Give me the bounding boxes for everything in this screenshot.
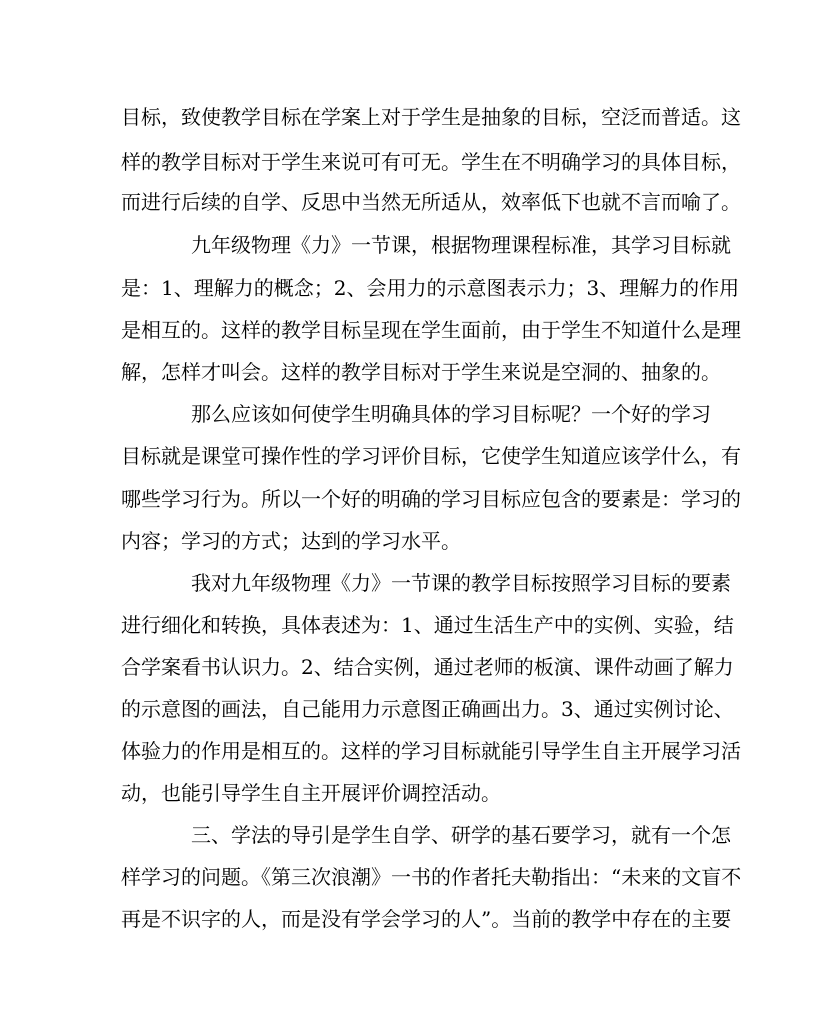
paragraph-first-line: 九年级物理《力》一节课，根据物理课程标准，其学习目标就 — [191, 233, 731, 257]
text-line: 内容；学习的方式；达到的学习水平。 — [121, 529, 461, 553]
text-line: 是相互的。这样的教学目标呈现在学生面前，由于学生不知道什么是理 — [121, 318, 741, 342]
paragraph-first-line: 三、学法的导引是学生自学、研学的基石要学习，就有一个怎 — [191, 823, 731, 847]
paragraph-first-line: 那么应该如何使学生明确具体的学习目标呢？一个好的学习 — [191, 402, 711, 426]
text-line: 合学案看书认识力。2、结合实例，通过老师的板演、课件动画了解力 — [121, 655, 734, 679]
text-line: 进行细化和转换，具体表述为：1、通过生活生产中的实例、实验，结 — [121, 613, 734, 637]
text-line: 目标就是课堂可操作性的学习评价目标，它使学生知道应该学什么，有 — [121, 444, 741, 468]
text-line: 而进行后续的自学、反思中当然无所适从，效率低下也就不言而喻了。 — [121, 190, 741, 214]
text-line: 样学习的问题。《第三次浪潮》一书的作者托夫勒指出：“未来的文盲不 — [121, 865, 742, 889]
text-line: 的示意图的画法，自己能用力示意图正确画出力。3、通过实例讨论、 — [121, 697, 734, 721]
text-line: 解，怎样才叫会。这样的教学目标对于学生来说是空洞的、抽象的。 — [121, 360, 721, 384]
paragraph-first-line: 我对九年级物理《力》一节课的教学目标按照学习目标的要素 — [191, 571, 731, 595]
text-line: 样的教学目标对于学生来说可有可无。学生在不明确学习的具体目标， — [121, 150, 741, 174]
text-line: 动，也能引导学生自主开展评价调控活动。 — [121, 781, 501, 805]
text-line: 目标，致使教学目标在学案上对于学生是抽象的目标，空泛而普适。这 — [121, 105, 741, 129]
text-line: 哪些学习行为。所以一个好的明确的学习目标应包含的要素是：学习的 — [121, 487, 741, 511]
text-line: 体验力的作用是相互的。这样的学习目标就能引导学生自主开展学习活 — [121, 739, 741, 763]
text-line: 再是不识字的人，而是没有学会学习的人”。当前的教学中存在的主要 — [121, 907, 732, 931]
text-line: 是：1、理解力的概念；2、会用力的示意图表示力；3、理解力的作用 — [121, 276, 740, 300]
